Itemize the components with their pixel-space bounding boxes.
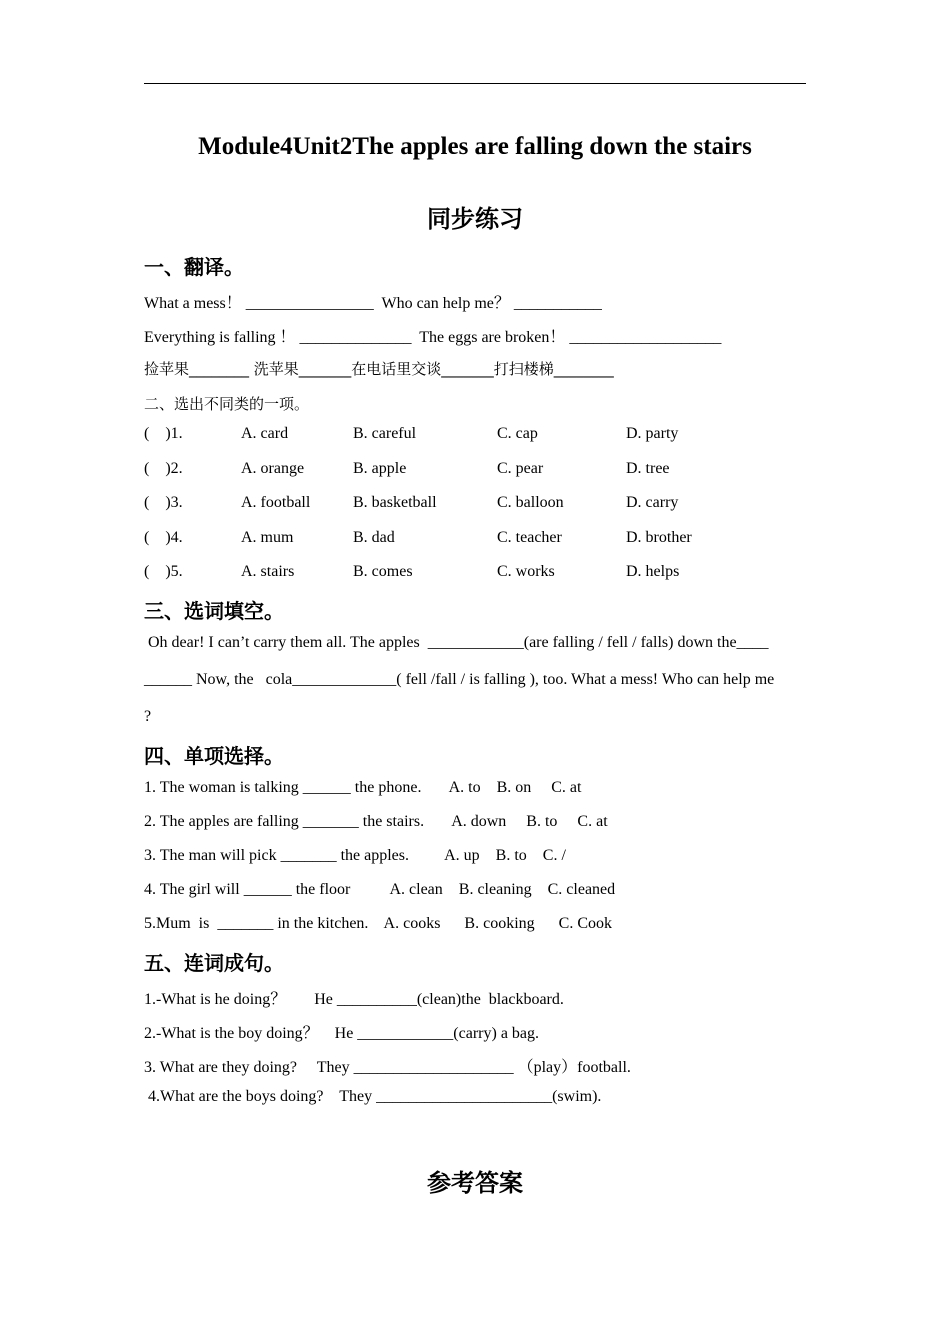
mc-option-d: D. party xyxy=(626,425,679,442)
section3-line3: ? xyxy=(144,708,152,725)
mc-row-3 xyxy=(144,494,806,516)
mc-row-2 xyxy=(144,460,806,482)
section4-q3: 3. The man will pick _______ the apples. A. up B. to C. / xyxy=(144,847,566,864)
section1-line2: Everything is falling ！ ______________ The eggs are broken！ ___________________ xyxy=(144,329,722,346)
header-rule xyxy=(144,83,806,84)
mc-num: ( )3. xyxy=(144,494,183,511)
mc-option-c: C. cap xyxy=(497,425,538,442)
section4-q1: 1. The woman is talking ______ the phone. A. to B. on C. at xyxy=(144,779,582,796)
mc-option-d: D. helps xyxy=(626,563,680,580)
mc-option-b: B. basketball xyxy=(353,494,437,511)
section5-q4: 4.What are the boys doing? They ______________________(swim). xyxy=(144,1088,602,1105)
section2-heading: 二、选出不同类的一项。 xyxy=(144,395,310,413)
section1-heading: 一、翻译。 xyxy=(144,255,244,279)
mc-option-b: B. careful xyxy=(353,425,417,442)
mc-option-d: D. tree xyxy=(626,460,670,477)
section4-q2: 2. The apples are falling _______ the stairs. A. down B. to C. at xyxy=(144,813,608,830)
section4-q4: 4. The girl will ______ the floor A. clean B. cleaning C. cleaned xyxy=(144,881,616,898)
mc-option-a: A. mum xyxy=(241,529,294,546)
mc-row-5 xyxy=(144,563,806,585)
mc-option-c: C. teacher xyxy=(497,529,562,546)
mc-option-a: A. card xyxy=(241,425,289,442)
section4-heading: 四、单项选择。 xyxy=(144,744,284,768)
mc-option-d: D. brother xyxy=(626,529,692,546)
mc-option-b: B. apple xyxy=(353,460,407,477)
mc-option-c: C. pear xyxy=(497,460,544,477)
mc-option-a: A. football xyxy=(241,494,311,511)
section3-heading: 三、选词填空。 xyxy=(144,599,284,623)
mc-option-c: C. balloon xyxy=(497,494,564,511)
section3-line1: Oh dear! I can’t carry them all. The apples ____________(are falling / fell / falls) down the____ xyxy=(144,634,769,651)
section1-line1: What a mess！ ________________ Who can help me？ ___________ xyxy=(144,295,602,312)
section4-q5: 5.Mum is _______ in the kitchen. A. cooks B. cooking C. Cook xyxy=(144,915,612,932)
section5-q2: 2.-What is the boy doing？ He ____________(carry) a bag. xyxy=(144,1025,540,1042)
answer-key-heading: 参考答案 xyxy=(427,1169,523,1197)
mc-num: ( )5. xyxy=(144,563,183,580)
mc-option-b: B. comes xyxy=(353,563,413,580)
mc-option-d: D. carry xyxy=(626,494,679,511)
section1-line3: 捡苹果________ 洗苹果_______在电话里交谈_______打扫楼梯________ xyxy=(144,360,614,378)
section5-q3: 3. What are they doing? They ____________________ （play）football. xyxy=(144,1059,631,1076)
mc-option-a: A. orange xyxy=(241,460,305,477)
mc-row-4 xyxy=(144,529,806,551)
page-subtitle: 同步练习 xyxy=(427,205,523,233)
mc-option-b: B. dad xyxy=(353,529,395,546)
mc-row-1 xyxy=(144,425,806,447)
section3-line2: ______ Now, the cola_____________( fell /fall / is falling ), too. What a mess! Who can help me xyxy=(144,671,775,688)
section5-heading: 五、连词成句。 xyxy=(144,951,284,975)
section5-q1: 1.-What is he doing？ He __________(clean)the blackboard. xyxy=(144,991,564,1008)
mc-num: ( )2. xyxy=(144,460,183,477)
mc-num: ( )1. xyxy=(144,425,183,442)
page-title: Module4Unit2The apples are falling down the stairs xyxy=(198,133,752,160)
mc-option-a: A. stairs xyxy=(241,563,295,580)
mc-num: ( )4. xyxy=(144,529,183,546)
mc-option-c: C. works xyxy=(497,563,555,580)
